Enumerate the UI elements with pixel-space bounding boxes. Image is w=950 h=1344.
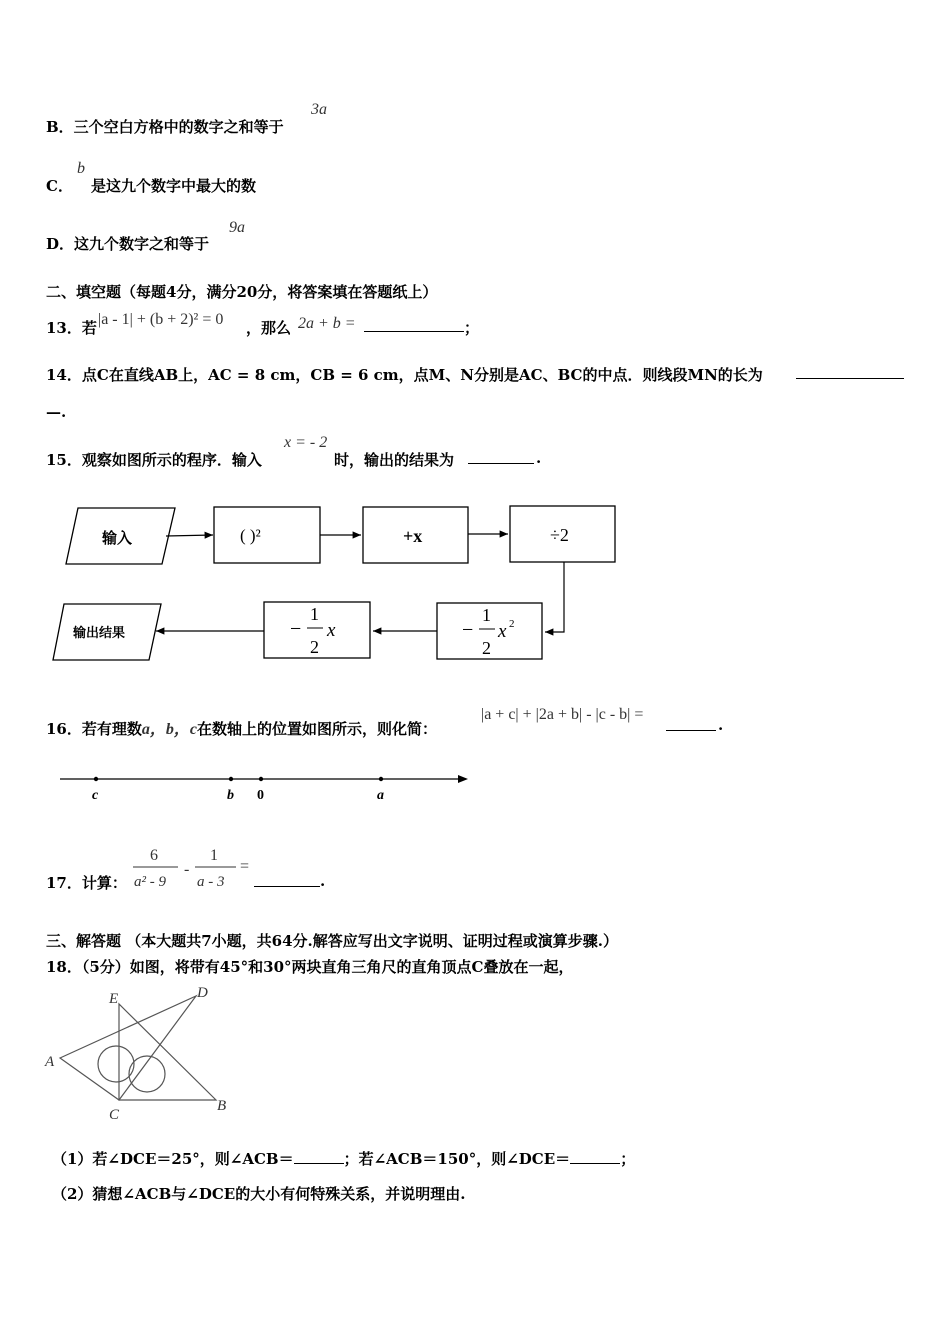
q13-end: ； <box>464 319 480 337</box>
q16-suffix: 在数轴上的位置如图所示，则化简： <box>196 720 437 738</box>
number-line-label-c: c <box>92 788 99 803</box>
q13-mid: ，那么 <box>246 319 292 337</box>
neg-half-x2-num: 1 <box>482 605 491 625</box>
neg-half-x-minus: − <box>290 618 302 640</box>
section-2-title: 二、填空题（每题4分，满分20分，将答案填在答题纸上） <box>46 283 438 301</box>
q17-op: - <box>184 861 190 878</box>
q14-tail: —. <box>46 403 67 421</box>
option-c-math: b <box>77 160 85 177</box>
neg-half-x2-den: 2 <box>482 638 491 658</box>
q17-den1: a² - 9 <box>134 874 166 890</box>
q16-vars: a，b，c <box>141 721 197 738</box>
point-a: A <box>45 1054 55 1070</box>
q17-num1: 6 <box>150 847 158 864</box>
neg-half-x-var: x <box>327 620 336 641</box>
q18-part2: （2）猜想∠ACB与∠DCE的大小有何特殊关系，并说明理由. <box>52 1185 466 1203</box>
q18-part1c: ； <box>620 1150 636 1168</box>
q17-den2: a - 3 <box>197 874 225 890</box>
q17-prefix: 17．计算： <box>46 874 127 892</box>
q13-target: 2a + b = <box>298 315 356 332</box>
point-e: E <box>109 991 119 1007</box>
q14-text: 14．点C在直线AB上，AC = 8 cm，CB = 6 cm，点M、N分别是AC、BC的中点．则线段MN的长为 <box>46 366 763 384</box>
q17-end: . <box>320 872 326 890</box>
divide-label: ÷2 <box>550 525 569 545</box>
q13-prefix: 13．若 <box>46 319 97 337</box>
q15-math: x = - 2 <box>284 434 328 451</box>
option-b-label: B．三个空白方格中的数字之和等于 <box>46 118 284 136</box>
q13-expr: |a - 1| + (b + 2)² = 0 <box>98 311 224 328</box>
q17-num2: 1 <box>210 847 218 864</box>
plus-x-label: +x <box>403 526 423 546</box>
output-label: 输出结果 <box>73 625 126 640</box>
section-3-title: 三、解答题 （本大题共7小题，共64分.解答应写出文字说明、证明过程或演算步骤.） <box>46 932 618 950</box>
q18-part1b: ；若∠ACB＝150°，则∠DCE＝ <box>343 1150 571 1168</box>
input-label: 输入 <box>102 531 133 547</box>
q15-suffix: 时，输出的结果为 <box>334 451 455 469</box>
option-d-math: 9a <box>229 219 245 236</box>
q18-dce-blank[interactable] <box>570 1149 620 1164</box>
q17-eq: = <box>240 858 250 875</box>
number-line-label-a: a <box>377 788 384 803</box>
q15-prefix: 15．观察如图所示的程序．输入 <box>46 451 262 469</box>
square-label: ( )² <box>240 526 261 545</box>
neg-half-x2-var: x <box>498 621 507 642</box>
neg-half-x-den: 2 <box>310 637 319 657</box>
q16-end: . <box>718 716 724 734</box>
q18-text: 18．（5分）如图，将带有45°和30°两块直角三角尺的直角顶点C叠放在一起， <box>46 958 574 976</box>
option-c-text: 是这九个数字中最大的数 <box>91 177 257 195</box>
q18-acb-blank[interactable] <box>294 1149 344 1164</box>
point-d: D <box>197 985 208 1001</box>
option-b-math: 3a <box>311 101 327 118</box>
point-b: B <box>217 1098 227 1114</box>
neg-half-x-num: 1 <box>310 604 319 624</box>
option-c-label: C． <box>46 177 73 195</box>
number-line-label-b: b <box>227 788 234 803</box>
number-line-label-0: 0 <box>257 788 264 803</box>
point-c: C <box>109 1107 120 1123</box>
triangle-acd <box>60 996 196 1100</box>
q16-prefix: 16．若有理数 <box>46 720 142 738</box>
q18-part1a: （1）若∠DCE＝25°，则∠ACB＝ <box>52 1150 294 1168</box>
neg-half-x2-exp: 2 <box>509 618 515 630</box>
q16-expr: |a + c| + |2a + b| - |c - b| = <box>481 706 644 723</box>
option-d-label: D．这九个数字之和等于 <box>46 235 210 253</box>
neg-half-x2-minus: − <box>462 619 474 641</box>
q15-end: . <box>536 449 542 467</box>
